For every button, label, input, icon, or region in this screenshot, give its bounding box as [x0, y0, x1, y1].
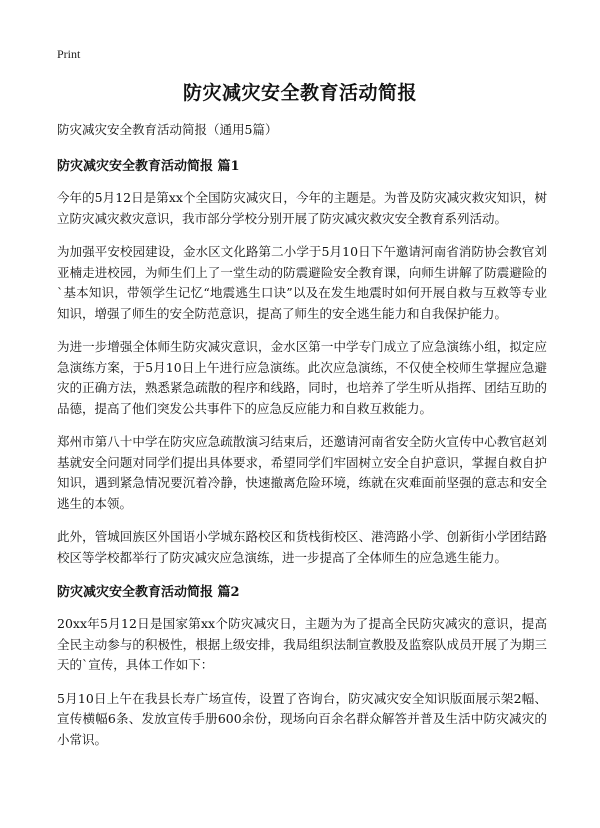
- document-subtitle: 防灾减灾安全教育活动简报（通用5篇）: [57, 122, 278, 137]
- section-heading: 防灾减灾安全教育活动简报 篇2: [57, 585, 240, 600]
- section-heading: 防灾减灾安全教育活动简报 篇1: [57, 159, 240, 174]
- section-2: [57, 581, 547, 750]
- paragraph: 郑州市第八十中学在防灾应急疏散演习结束后，还邀请河南省安全防火宣传中心教官赵刘基就安全问题对同学们提出具体要求，希望同学们牢固树立安全自护意识，掌握自救自护知识，遇到紧急情况要沉着冷静，快速撤离危险环境，练就在灾难面前坚强的意志和安全逃生的本领。: [57, 434, 547, 511]
- paragraph: 此外，管城回族区外国语小学城东路校区和货栈街校区、港湾路小学、创新街小学团结路校区等学校都举行了防灾减灾应急演练，进一步提高了全体师生的应急逃生能力。: [57, 529, 547, 565]
- document-title: 防灾减灾安全教育活动简报: [182, 82, 417, 104]
- paragraph: 今年的5月12日是第xx个全国防灾减灾日，今年的主题是。为普及防灾减灾救灾知识，树立防灾减灾救灾意识，我市部分学校分别开展了防灾减灾救灾安全教育系列活动。: [57, 190, 547, 226]
- paragraph: 为进一步增强全体师生防灾减灾意识，金水区第一中学专门成立了应急演练小组，拟定应急演练方案，于5月10日上午进行应急演练。此次应急演练，不仅使全校师生掌握应急避灾的正确方法，熟悉紧急疏散的程序和线路，同时，也培养了学生听从指挥、团结互助的品德，提高了他们突发公共事件下的应急反应能力和自救互救能力。: [57, 339, 547, 416]
- paragraph: 5月10日上午在我县长寿广场宣传，设置了咨询台，防灾减灾安全知识版面展示架2幅、宣传横幅6条、发放宣传手册600余份，现场向百余名群众解答并普及生活中防灾减灾的小常识。: [57, 690, 547, 747]
- paragraph: 为加强平安校园建设，金水区文化路第二小学于5月10日下午邀请河南省消防协会教官刘亚楠走进校园，为师生们上了一堂生动的防震避险安全教育课，向师生讲解了防震避险的`基本知识，带领学生记忆“地震逃生口诀”以及在发生地震时如何开展自救与互救等专业知识，增强了师生的安全防范意识，提高了师生的安全逃生能力和自我保护能力。: [57, 244, 547, 321]
- print-link[interactable]: Print: [57, 47, 81, 61]
- document-body: [57, 120, 547, 763]
- paragraph: 20xx年5月12日是国家第xx个防灾减灾日，主题为为了提高全民防灾减灾的意识，提高全民主动参与的积极性，根据上级安排，我局组织法制宣教股及监察队成员开展了为期三天的`宣传，具体工作如下：: [57, 616, 547, 672]
- section-1: [57, 155, 547, 568]
